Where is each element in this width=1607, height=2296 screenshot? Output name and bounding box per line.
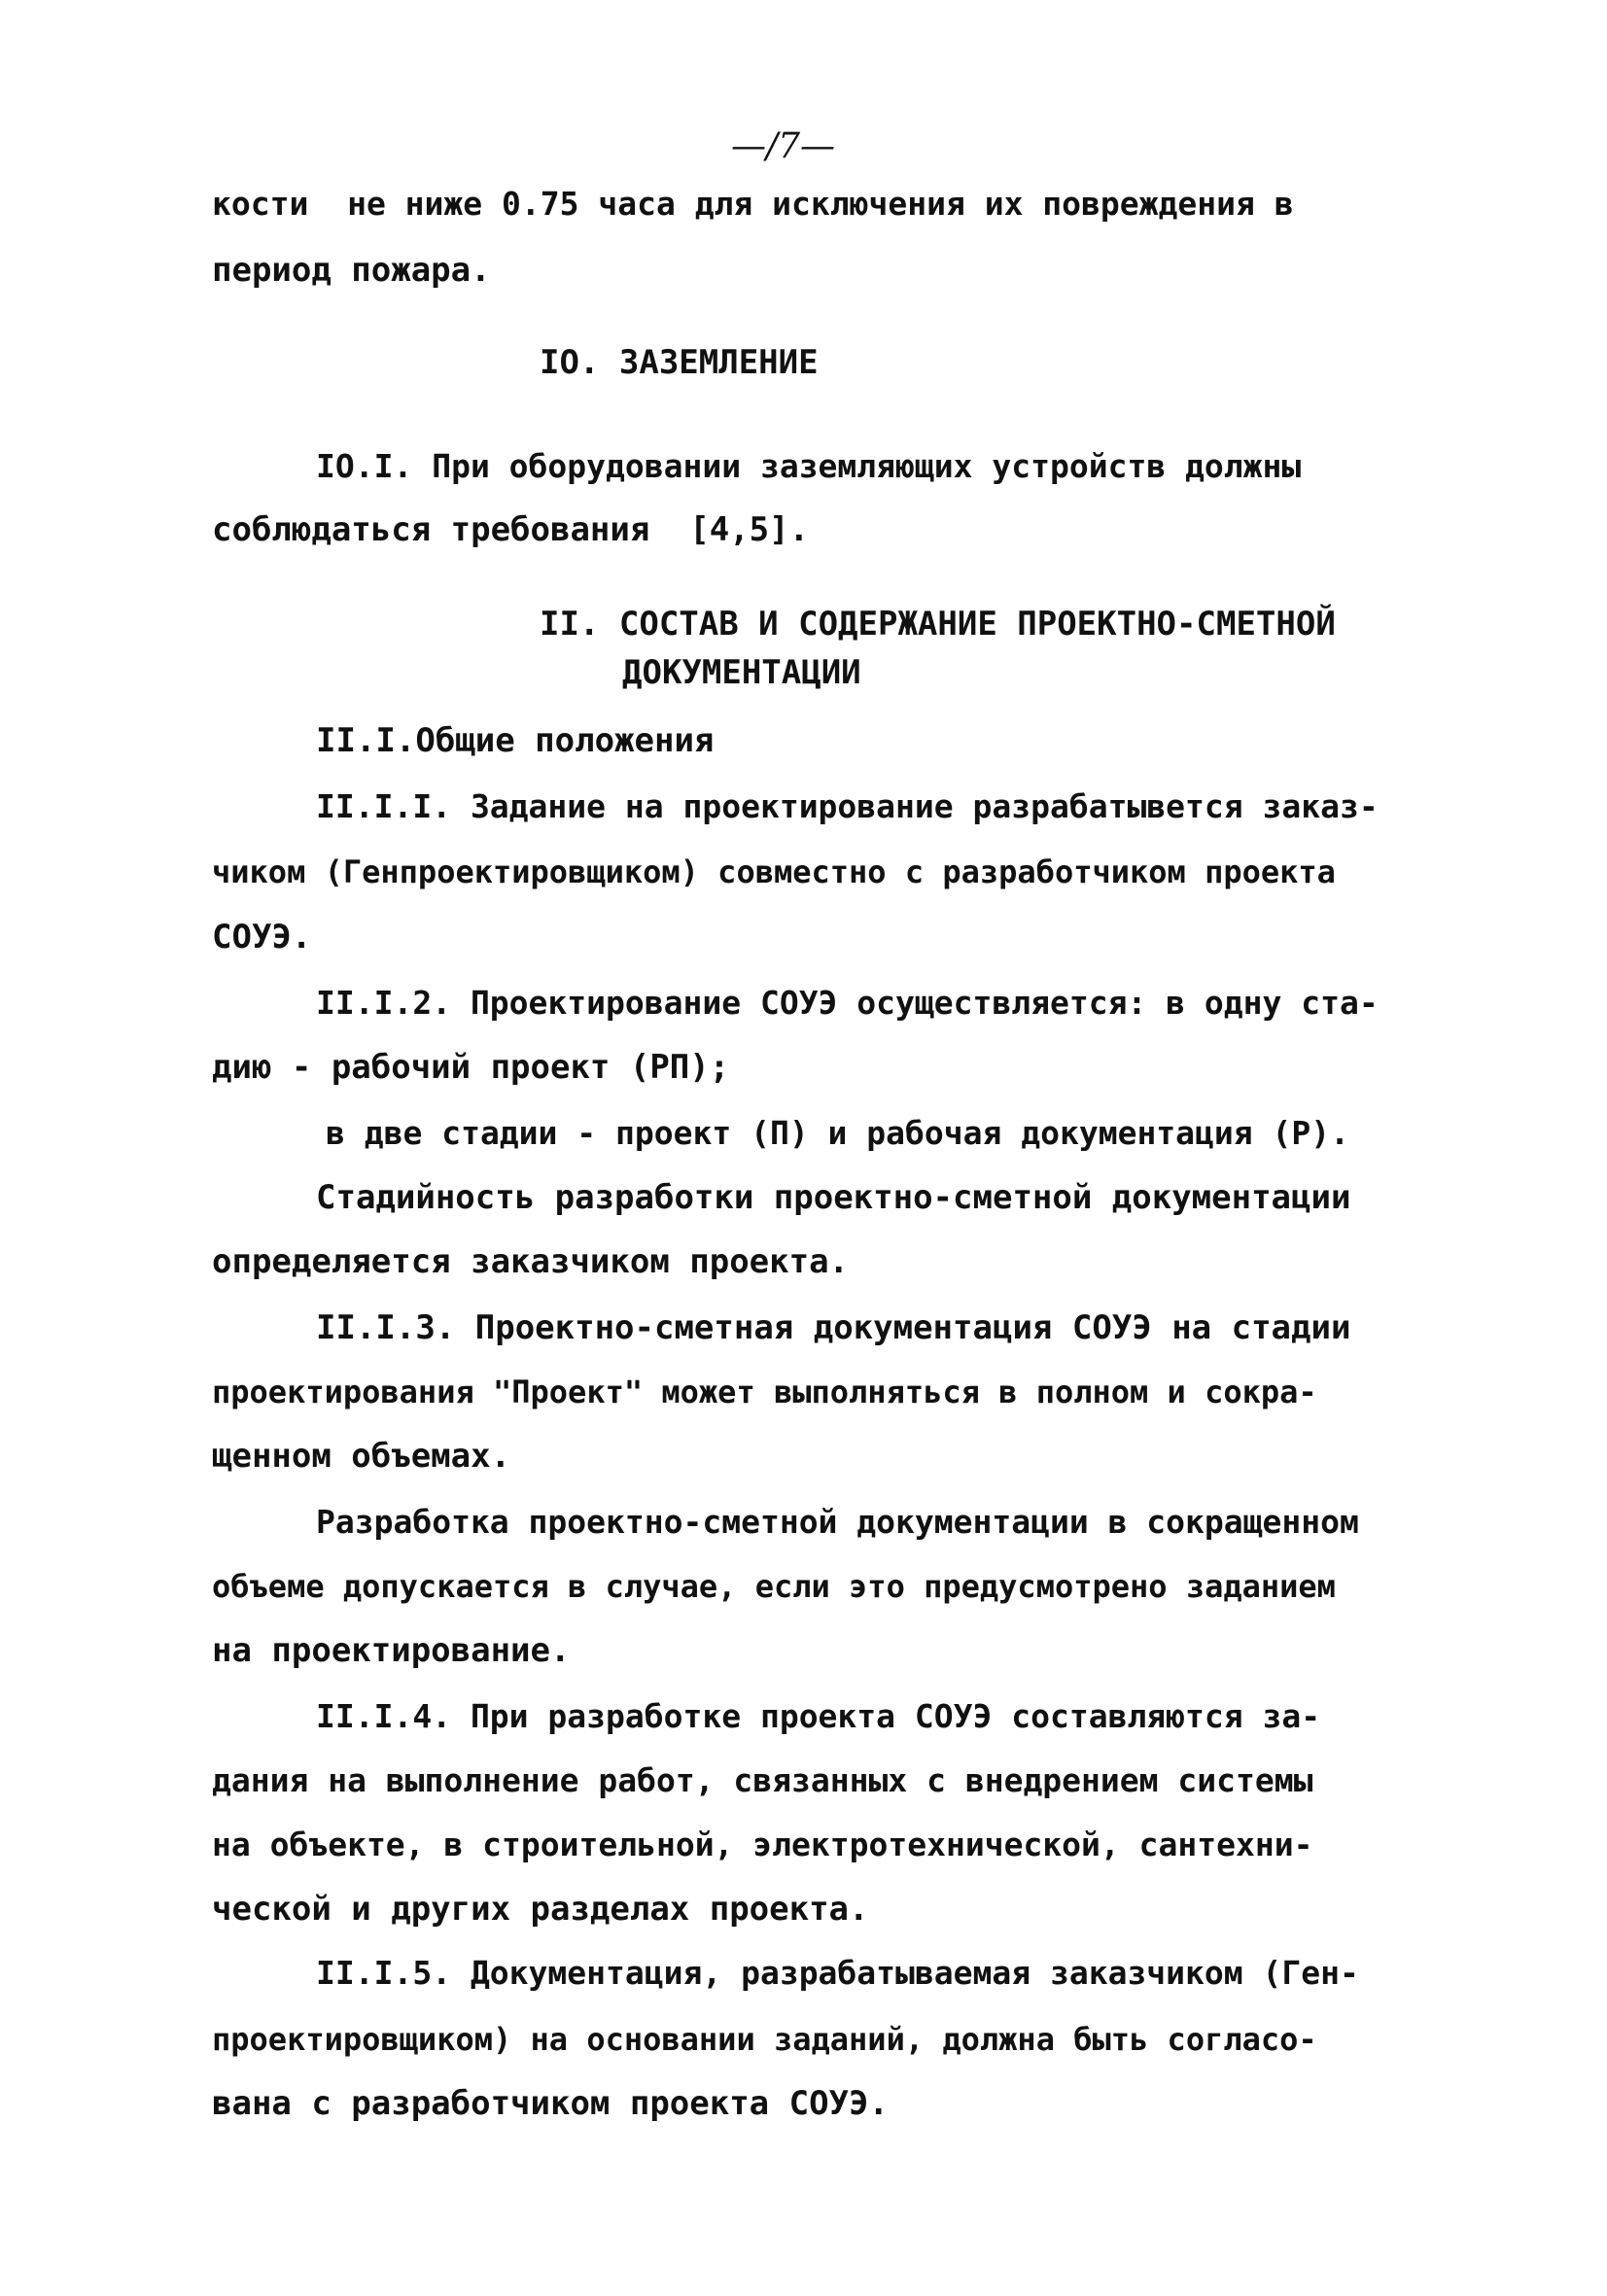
text-line: II.I.4. При разработке проекта СОУЭ составляются за- [316, 1697, 1321, 1735]
text-line: объеме допускается в случае, если это предусмотрено заданием [212, 1568, 1336, 1605]
text-line: дию - рабочий проект (РП); [212, 1048, 730, 1087]
text-line: в две стадии - проект (П) и рабочая документация (Р). [326, 1114, 1349, 1152]
text-line: на объекте, в строительной, электротехнической, сантехни- [212, 1826, 1313, 1863]
text-line: соблюдаться требования [4,5]. [212, 510, 810, 549]
subsection-heading: II.I.Общие положения [316, 721, 715, 760]
section-heading-10: IO. ЗАЗЕМЛЕНИЕ [540, 343, 819, 382]
text-line: определяется заказчиком проекта. [212, 1242, 850, 1281]
text-line: кости не ниже 0.75 часа для исключения их повреждения в [212, 185, 1294, 223]
text-line: Разработка проектно-сметной документации в сокращенном [316, 1503, 1359, 1541]
section-heading-11-cont: ДОКУМЕНТАЦИИ [622, 653, 861, 692]
text-line: СОУЭ. [212, 918, 312, 957]
text-line: Стадийность разработки проектно-сметной документации [316, 1178, 1351, 1217]
section-heading-11: II. СОСТАВ И СОДЕРЖАНИЕ ПРОЕКТНО-СМЕТНОЙ [540, 605, 1336, 644]
page-number: —/7— [731, 126, 836, 166]
text-line: период пожара. [212, 251, 491, 290]
text-line: IO.I. При оборудовании заземляющих устройств должны [316, 447, 1302, 485]
text-line: проектировщиком) на основании заданий, должна быть согласо- [212, 2021, 1317, 2058]
text-line: II.I.5. Документация, разрабатываемая заказчиком (Ген- [316, 1954, 1359, 1992]
text-line: II.I.2. Проектирование СОУЭ осуществляется: в одну ста- [316, 984, 1379, 1022]
text-line: проектирования "Проект" может выполняться в полном и сокра- [212, 1374, 1317, 1410]
text-line: щенном объемах. [212, 1437, 511, 1476]
text-line: II.I.3. Проектно-сметная документация СОУЭ на стадии [316, 1308, 1351, 1347]
text-line: II.I.I. Задание на проектирование разрабатывется заказ- [316, 787, 1379, 825]
text-line: дания на выполнение работ, связанных с внедрением системы [212, 1761, 1313, 1799]
text-line: чиком (Генпроектировщиком) совместно с разработчиком проекта [212, 853, 1336, 890]
text-line: на проектирование. [212, 1631, 571, 1670]
text-line: вана с разработчиком проекта СОУЭ. [212, 2084, 889, 2123]
text-line: ческой и других разделах проекта. [212, 1890, 869, 1929]
